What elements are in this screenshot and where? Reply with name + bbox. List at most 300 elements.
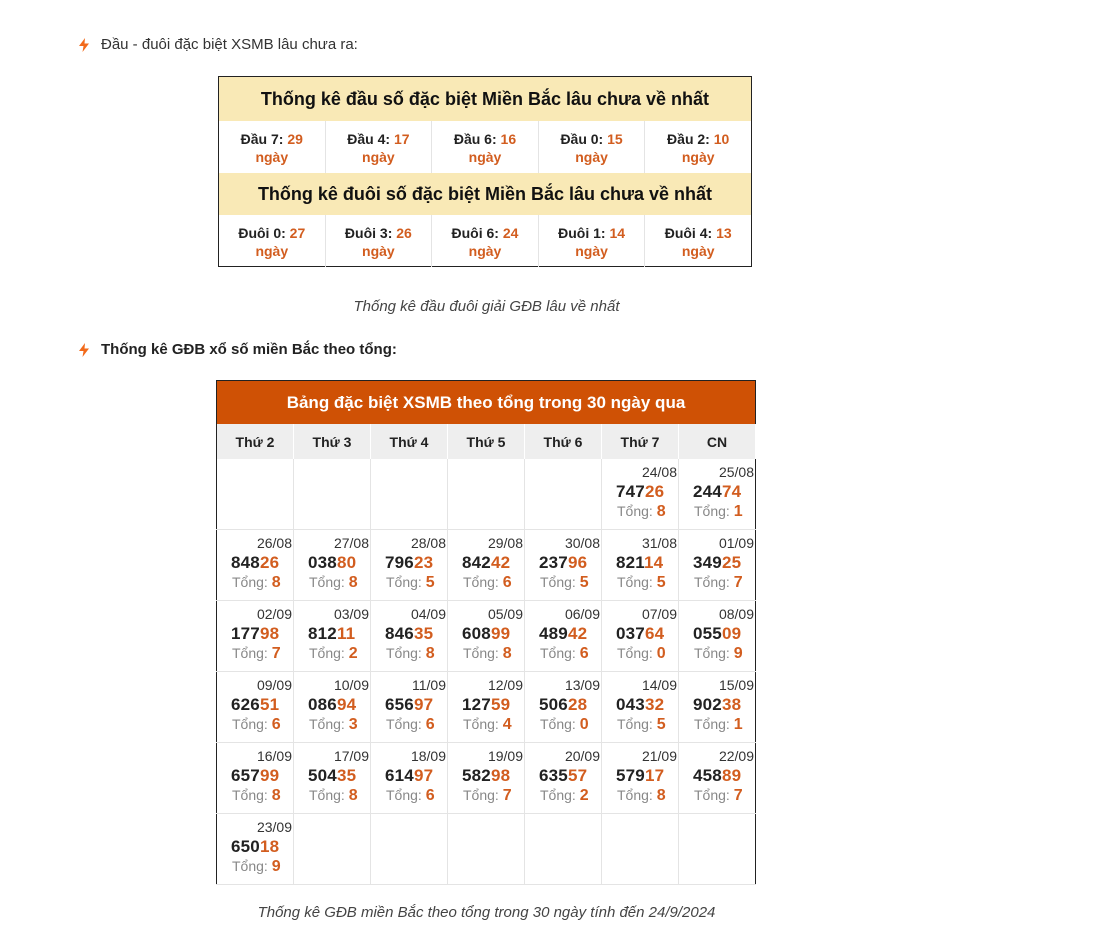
empty-cell — [294, 459, 371, 530]
day-cell — [525, 672, 602, 743]
sum-value: 2 — [579, 787, 589, 804]
sum-label: Tổng: — [694, 716, 734, 732]
days-unit: ngày — [681, 242, 715, 259]
prize-tail-digits: 42 — [567, 624, 588, 643]
week-row — [217, 601, 756, 672]
digit-sum — [232, 716, 281, 734]
sum-value: 8 — [502, 645, 512, 662]
day-result — [525, 530, 601, 600]
section-heading-text: Thống kê GĐB xổ số miền Bắc theo tổng: — [101, 341, 397, 358]
sum-value: 1 — [733, 503, 743, 520]
special-prize-number — [308, 624, 355, 644]
tail-days-value: 26 — [396, 224, 412, 241]
day-cell — [679, 743, 756, 814]
prize-head-digits: 846 — [385, 624, 414, 643]
sum-label: Tổng: — [617, 503, 657, 519]
prize-head-digits: 458 — [693, 766, 722, 785]
prize-tail-digits: 09 — [721, 624, 742, 643]
sum-value: 2 — [348, 645, 358, 662]
special-prize-number — [616, 766, 664, 786]
result-date: 18/09 — [410, 748, 446, 764]
digit-sum — [694, 645, 743, 663]
prize-tail-digits: 18 — [259, 837, 280, 856]
special-prize-number — [231, 766, 279, 786]
result-date: 23/09 — [256, 819, 292, 835]
result-date: 30/08 — [564, 535, 600, 551]
prize-tail-digits: 28 — [567, 695, 588, 714]
digit-sum — [617, 574, 666, 592]
special-prize-sum-table — [216, 380, 756, 885]
sum-value: 6 — [579, 645, 589, 662]
lightning-icon — [79, 38, 89, 52]
days-unit: ngày — [255, 242, 289, 259]
result-date: 11/09 — [412, 677, 446, 693]
head-label: Đầu 6: — [453, 130, 501, 147]
day-result — [371, 530, 447, 600]
empty-cell — [679, 814, 756, 885]
head-stat-cell — [219, 121, 326, 173]
prize-head-digits: 796 — [385, 553, 414, 572]
prize-head-digits: 127 — [462, 695, 491, 714]
day-result — [217, 672, 293, 742]
day-cell — [679, 459, 756, 530]
sum-value: 8 — [656, 787, 666, 804]
day-cell — [602, 672, 679, 743]
digit-sum — [540, 716, 589, 734]
sum-label: Tổng: — [386, 716, 426, 732]
sum-label: Tổng: — [463, 574, 503, 590]
day-cell — [525, 601, 602, 672]
result-date: 22/09 — [718, 748, 754, 764]
days-unit: ngày — [468, 242, 502, 259]
sum-value: 0 — [579, 716, 589, 733]
day-cell — [525, 530, 602, 601]
sum-label: Tổng: — [463, 716, 503, 732]
prize-head-digits: 657 — [231, 766, 260, 785]
head-label: Đầu 7: — [240, 130, 288, 147]
empty-cell — [294, 814, 371, 885]
head-label: Đầu 2: — [667, 130, 714, 147]
day-cell — [371, 743, 448, 814]
digit-sum — [232, 645, 281, 663]
special-prize-number — [462, 766, 510, 786]
prize-head-digits: 489 — [539, 624, 568, 643]
sum-value: 7 — [502, 787, 512, 804]
sum-label: Tổng: — [232, 787, 272, 803]
prize-tail-digits: 17 — [644, 766, 665, 785]
special-prize-number — [385, 553, 433, 573]
special-prize-number — [462, 553, 510, 573]
sum-value: 7 — [733, 574, 743, 591]
digit-sum — [694, 716, 743, 734]
day-cell — [371, 601, 448, 672]
day-result — [679, 530, 755, 600]
tail-days-value: 24 — [502, 224, 519, 241]
prize-head-digits: 848 — [231, 553, 260, 572]
special-prize-number — [539, 624, 587, 644]
prize-tail-digits: 26 — [259, 553, 280, 572]
days-unit: ngày — [575, 148, 608, 165]
day-cell — [217, 743, 294, 814]
result-date: 26/08 — [256, 535, 292, 551]
sum-label: Tổng: — [386, 574, 426, 590]
sum-label: Tổng: — [232, 645, 272, 661]
day-result — [448, 530, 524, 600]
day-result — [448, 601, 524, 671]
result-date: 08/09 — [718, 606, 754, 622]
prize-tail-digits: 38 — [721, 695, 742, 714]
day-result — [602, 743, 678, 813]
days-unit: ngày — [575, 242, 608, 259]
result-date: 13/09 — [564, 677, 600, 693]
tails-row — [219, 215, 752, 267]
weekday-header: Thứ 2 — [217, 424, 294, 459]
prize-head-digits: 614 — [385, 766, 414, 785]
prize-head-digits: 842 — [462, 553, 491, 572]
sum-label: Tổng: — [463, 645, 503, 661]
day-cell — [679, 672, 756, 743]
prize-head-digits: 177 — [231, 624, 260, 643]
special-prize-number — [693, 553, 741, 573]
digit-sum — [694, 574, 743, 592]
week-row — [217, 459, 756, 530]
section-heading-text: Đầu - đuôi đặc biệt XSMB lâu chưa ra: — [101, 36, 358, 53]
sum-value: 6 — [425, 787, 435, 804]
prize-tail-digits: 14 — [644, 553, 664, 572]
weekday-header-row — [217, 424, 756, 459]
prize-tail-digits: 97 — [413, 766, 434, 785]
empty-cell — [371, 459, 448, 530]
sum-label: Tổng: — [232, 858, 272, 874]
head-stat-cell — [325, 121, 432, 173]
day-cell — [448, 672, 525, 743]
prize-head-digits: 504 — [308, 766, 337, 785]
special-prize-number — [616, 624, 664, 644]
prize-tail-digits: 80 — [336, 553, 357, 572]
special-prize-number — [539, 766, 587, 786]
digit-sum — [463, 574, 512, 592]
sum-label: Tổng: — [309, 787, 349, 803]
day-cell — [294, 743, 371, 814]
head-tail-stats-table — [218, 76, 752, 267]
prize-head-digits: 626 — [231, 695, 260, 714]
special-prize-number — [539, 695, 587, 715]
day-cell — [602, 743, 679, 814]
day-result — [525, 743, 601, 813]
head-days-value: 10 — [713, 130, 730, 147]
digit-sum — [617, 787, 666, 805]
tail-stat-cell — [325, 215, 432, 267]
prize-tail-digits: 23 — [413, 553, 434, 572]
sum-value: 7 — [733, 787, 743, 804]
tail-days-value: 27 — [289, 224, 306, 241]
day-cell — [602, 601, 679, 672]
sum-table-title: Bảng đặc biệt XSMB theo tổng trong 30 ngày qua — [217, 381, 756, 425]
special-prize-number — [462, 624, 510, 644]
result-date: 12/09 — [487, 677, 523, 693]
tail-label: Đuôi 4: — [664, 224, 717, 241]
prize-head-digits: 038 — [308, 553, 337, 572]
digit-sum — [463, 645, 512, 663]
prize-head-digits: 747 — [616, 482, 645, 501]
day-cell — [679, 601, 756, 672]
sum-label: Tổng: — [232, 574, 272, 590]
prize-head-digits: 237 — [539, 553, 568, 572]
prize-tail-digits: 25 — [721, 553, 742, 572]
result-date: 29/08 — [487, 535, 523, 551]
day-cell — [448, 743, 525, 814]
special-prize-number — [693, 766, 741, 786]
week-row — [217, 814, 756, 885]
sum-label: Tổng: — [540, 645, 580, 661]
special-prize-number — [231, 837, 279, 857]
special-prize-number — [693, 624, 741, 644]
special-prize-number — [231, 624, 279, 644]
empty-cell — [448, 459, 525, 530]
weekday-header: Thứ 3 — [294, 424, 371, 459]
day-result — [679, 459, 755, 529]
sum-label: Tổng: — [694, 503, 734, 519]
day-result — [602, 459, 678, 529]
digit-sum — [232, 858, 281, 876]
sum-value: 5 — [425, 574, 435, 591]
prize-tail-digits: 94 — [336, 695, 357, 714]
prize-head-digits: 821 — [616, 553, 645, 572]
week-row — [217, 672, 756, 743]
result-date: 20/09 — [564, 748, 600, 764]
day-cell — [217, 530, 294, 601]
digit-sum — [232, 574, 281, 592]
result-date: 17/09 — [333, 748, 369, 764]
empty-cell — [525, 459, 602, 530]
day-result — [448, 672, 524, 742]
head-stat-cell — [645, 121, 752, 173]
special-prize-number — [231, 695, 279, 715]
special-prize-number — [693, 482, 741, 502]
digit-sum — [540, 574, 589, 592]
result-date: 25/08 — [718, 464, 754, 480]
sum-value: 8 — [656, 503, 666, 520]
special-prize-number — [308, 766, 356, 786]
prize-tail-digits: 64 — [644, 624, 665, 643]
sum-label: Tổng: — [617, 787, 657, 803]
prize-tail-digits: 26 — [644, 482, 665, 501]
special-prize-number — [308, 553, 356, 573]
result-date: 24/08 — [641, 464, 677, 480]
special-prize-number — [539, 553, 587, 573]
result-date: 21/09 — [641, 748, 677, 764]
result-date: 28/08 — [410, 535, 446, 551]
sum-label: Tổng: — [617, 716, 657, 732]
digit-sum — [540, 787, 589, 805]
tail-stat-cell — [538, 215, 645, 267]
day-cell — [371, 530, 448, 601]
prize-head-digits: 812 — [308, 624, 337, 643]
result-date: 19/09 — [487, 748, 523, 764]
day-cell — [294, 601, 371, 672]
digit-sum — [463, 716, 512, 734]
days-unit: ngày — [362, 148, 395, 165]
digit-sum — [617, 716, 666, 734]
prize-head-digits: 656 — [385, 695, 414, 714]
digit-sum — [386, 787, 435, 805]
prize-tail-digits: 35 — [413, 624, 434, 643]
day-cell — [217, 814, 294, 885]
tail-days-value: 14 — [609, 224, 626, 241]
sum-value: 4 — [502, 716, 512, 733]
result-date: 05/09 — [487, 606, 523, 622]
tail-stat-cell — [219, 215, 326, 267]
sum-value: 8 — [271, 787, 281, 804]
day-result — [679, 601, 755, 671]
day-result — [679, 672, 755, 742]
day-result — [294, 601, 370, 671]
sum-label: Tổng: — [386, 787, 426, 803]
special-prize-number — [385, 766, 433, 786]
empty-cell — [525, 814, 602, 885]
prize-tail-digits: 57 — [567, 766, 588, 785]
special-prize-number — [693, 695, 741, 715]
sum-label: Tổng: — [694, 574, 734, 590]
empty-cell — [448, 814, 525, 885]
special-prize-number — [385, 624, 433, 644]
section-heading-sum — [79, 341, 397, 358]
result-date: 15/09 — [718, 677, 754, 693]
sum-value: 8 — [271, 574, 281, 591]
digit-sum — [386, 645, 435, 663]
tail-stat-cell — [432, 215, 539, 267]
result-date: 10/09 — [333, 677, 369, 693]
weekday-header: CN — [679, 424, 756, 459]
prize-tail-digits: 99 — [259, 766, 280, 785]
prize-tail-digits: 98 — [259, 624, 280, 643]
sum-label: Tổng: — [386, 645, 426, 661]
prize-head-digits: 349 — [693, 553, 722, 572]
head-table-title: Thống kê đầu số đặc biệt Miền Bắc lâu chưa về nhất — [219, 77, 752, 121]
result-date: 31/08 — [641, 535, 677, 551]
day-result — [602, 672, 678, 742]
sum-label: Tổng: — [694, 787, 734, 803]
day-result — [525, 601, 601, 671]
section-heading-head-tail — [79, 36, 358, 53]
day-result — [294, 672, 370, 742]
head-stat-cell — [432, 121, 539, 173]
days-unit: ngày — [468, 148, 502, 165]
tail-label: Đuôi 3: — [344, 224, 397, 241]
prize-tail-digits: 89 — [721, 766, 742, 785]
special-prize-number — [385, 695, 433, 715]
tail-label: Đuôi 0: — [238, 224, 290, 241]
result-date: 14/09 — [641, 677, 677, 693]
sum-value: 1 — [733, 716, 743, 733]
prize-tail-digits: 74 — [721, 482, 742, 501]
prize-tail-digits: 59 — [490, 695, 511, 714]
day-cell — [217, 672, 294, 743]
sum-label: Tổng: — [617, 645, 657, 661]
tail-days-value: 13 — [716, 224, 732, 241]
tail-stat-cell — [645, 215, 752, 267]
prize-head-digits: 037 — [616, 624, 645, 643]
day-result — [217, 530, 293, 600]
head-label: Đầu 4: — [347, 130, 394, 147]
result-date: 02/09 — [256, 606, 292, 622]
day-result — [602, 530, 678, 600]
day-cell — [525, 743, 602, 814]
digit-sum — [617, 645, 666, 663]
sum-label: Tổng: — [309, 574, 349, 590]
prize-tail-digits: 32 — [644, 695, 665, 714]
sum-label: Tổng: — [540, 716, 580, 732]
empty-cell — [602, 814, 679, 885]
sum-value: 9 — [733, 645, 743, 662]
prize-tail-digits: 35 — [336, 766, 357, 785]
day-result — [217, 601, 293, 671]
prize-tail-digits: 99 — [490, 624, 511, 643]
week-row — [217, 530, 756, 601]
sum-value: 8 — [348, 574, 358, 591]
prize-head-digits: 506 — [539, 695, 568, 714]
prize-head-digits: 902 — [693, 695, 722, 714]
sum-label: Tổng: — [540, 787, 580, 803]
sum-value: 6 — [271, 716, 281, 733]
sum-value: 5 — [656, 574, 666, 591]
empty-cell — [217, 459, 294, 530]
digit-sum — [386, 716, 435, 734]
head-days-value: 16 — [500, 130, 517, 147]
sum-value: 3 — [348, 716, 358, 733]
day-result — [371, 601, 447, 671]
day-result — [448, 743, 524, 813]
result-date: 16/09 — [256, 748, 292, 764]
days-unit: ngày — [255, 148, 289, 165]
sum-label: Tổng: — [463, 787, 503, 803]
empty-cell — [371, 814, 448, 885]
head-days-value: 17 — [393, 130, 410, 147]
day-cell — [602, 530, 679, 601]
sum-value: 6 — [425, 716, 435, 733]
prize-head-digits: 579 — [616, 766, 645, 785]
prize-head-digits: 244 — [693, 482, 722, 501]
day-result — [217, 814, 293, 884]
heads-row — [219, 121, 752, 173]
sum-value: 9 — [271, 858, 281, 875]
digit-sum — [540, 645, 589, 663]
sum-value: 6 — [502, 574, 512, 591]
day-cell — [294, 530, 371, 601]
tail-label: Đuôi 1: — [558, 224, 610, 241]
day-result — [217, 743, 293, 813]
prize-head-digits: 582 — [462, 766, 491, 785]
digit-sum — [694, 503, 743, 521]
result-date: 04/09 — [410, 606, 446, 622]
special-prize-number — [616, 695, 664, 715]
sum-label: Tổng: — [309, 645, 349, 661]
table-caption: Thống kê GĐB miền Bắc theo tổng trong 30 ngày tính đến 24/9/2024 — [257, 904, 716, 921]
digit-sum — [309, 645, 358, 663]
sum-value: 5 — [579, 574, 589, 591]
special-prize-number — [308, 695, 356, 715]
sum-value: 5 — [656, 716, 666, 733]
day-cell — [679, 530, 756, 601]
day-result — [371, 743, 447, 813]
digit-sum — [309, 716, 358, 734]
sum-value: 0 — [656, 645, 666, 662]
prize-tail-digits: 97 — [413, 695, 434, 714]
head-days-value: 29 — [287, 130, 303, 147]
sum-label: Tổng: — [617, 574, 657, 590]
tail-table-title: Thống kê đuôi số đặc biệt Miền Bắc lâu chưa về nhất — [219, 173, 752, 215]
day-result — [679, 743, 755, 813]
